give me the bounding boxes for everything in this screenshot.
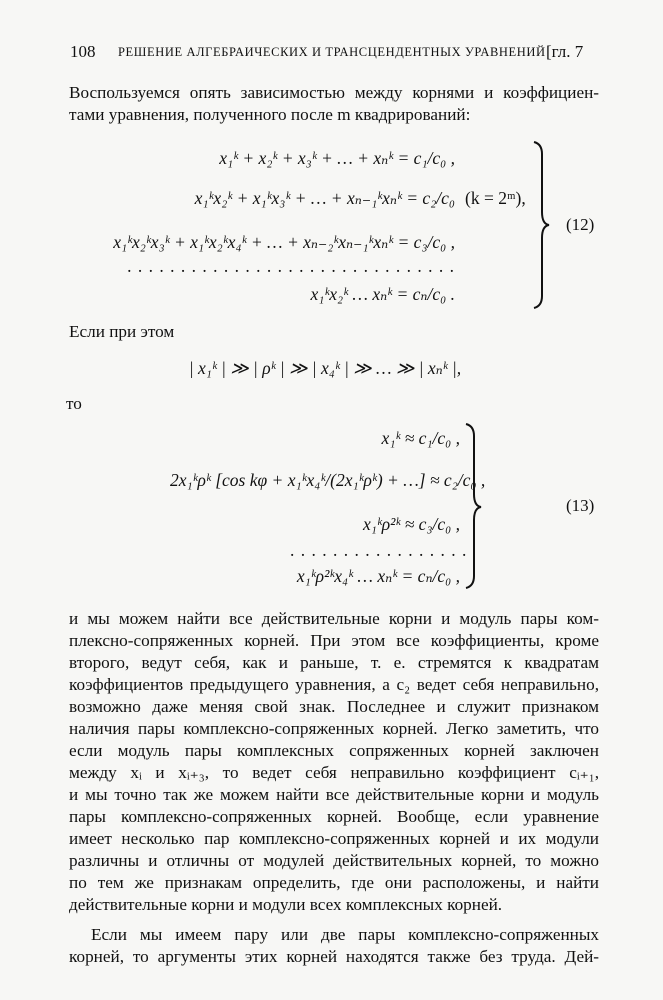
equation-12-line-4: x₁ᵏx₂ᵏ … xₙᵏ = cₙ/c₀ .	[310, 284, 455, 304]
equation-12-dots: . . . . . . . . . . . . . . . . . . . . . . . . . . . . . . .	[127, 256, 455, 276]
text-line: Если мы имеем пару или две пары комплексно-сопряженных	[91, 925, 599, 944]
text-line: плексно-сопряженных корней. При этом все коэффициенты, кроме	[69, 631, 599, 650]
text-line: различны и отличны от модулей действительных корней, то можно	[69, 851, 599, 870]
text-line: и мы можем найти все действительные корни и модуль пары ком-	[69, 609, 599, 628]
equation-13-line-4: x₁ᵏρ²ᵏx₄ᵏ … xₙᵏ = cₙ/c₀ ,	[296, 566, 460, 586]
equation-13-line-2: 2x₁ᵏρᵏ [cos kφ + x₁ᵏx₄ᵏ/(2x₁ᵏρᵏ) + …] ≈ c₂/c₀ ,	[170, 470, 486, 490]
text-line: между xᵢ и xᵢ₊₃, то ведет себя неправильно коэффициент cᵢ₊₁,	[69, 763, 599, 782]
text-line: если модуль пары комплексных сопряженных корней заключен	[69, 741, 599, 760]
equation-13-line-1: x₁ᵏ ≈ c₁/c₀ ,	[381, 428, 460, 448]
body-paragraph	[69, 608, 599, 916]
equation-number-13: (13)	[566, 496, 595, 515]
page-number: 108	[70, 42, 96, 61]
then-word: то	[66, 394, 82, 413]
running-title: РЕШЕНИЕ АЛГЕБРАИЧЕСКИХ И ТРАНСЦЕНДЕНТНЫХ УРАВНЕНИЙ	[118, 45, 546, 59]
text-line: наличия пары комплексно-сопряженных корней. Легко заметить, что	[69, 719, 599, 738]
text-line: возможно даже меняя свой знак. Последнее и служит признаком	[69, 697, 599, 716]
condition-formula: | x₁ᵏ | ≫ | ρᵏ | ≫ | x₄ᵏ | ≫ … ≫ | xₙᵏ |,	[188, 358, 462, 378]
text-line: действительные корни и модули всех комплексных корней.	[69, 895, 503, 914]
equation-12-line-3: x₁ᵏx₂ᵏx₃ᵏ + x₁ᵏx₂ᵏx₄ᵏ + … + xₙ₋₂ᵏxₙ₋₁ᵏxₙᵏ = c₃/c₀ ,	[113, 232, 455, 252]
right-brace-13	[464, 422, 484, 590]
equation-13-dots: . . . . . . . . . . . . . . . . .	[290, 540, 468, 560]
text-line: коэффициентов предыдущего уравнения, а c₂ ведет себя неправильно,	[69, 675, 599, 694]
text-line: и мы точно так же можем найти все действительные корни и модуль	[69, 785, 599, 804]
condition-lead: Если при этом	[69, 322, 175, 341]
equation-12-note: (k = 2ᵐ),	[465, 188, 526, 208]
equation-12-line-2: x₁ᵏx₂ᵏ + x₁ᵏx₃ᵏ + … + xₙ₋₁ᵏxₙᵏ = c₂/c₀	[194, 188, 455, 208]
text-line: тами уравнения, полученного после m квадрирований:	[69, 105, 471, 124]
running-header	[70, 42, 610, 66]
text-line: второго, ведут себя, как и раньше, т. е. стремятся к квадратам	[69, 653, 599, 672]
text-line: корней, то аргументы этих корней находятся также без труда. Дей-	[69, 947, 599, 966]
right-brace-12	[532, 140, 552, 310]
chapter-label: [гл. 7	[546, 42, 584, 61]
equation-12-line-1: x₁ᵏ + x₂ᵏ + x₃ᵏ + … + xₙᵏ = c₁/c₀ ,	[219, 148, 455, 168]
text-line: имеет несколько пар комплексно-сопряженных корней и их модули	[69, 829, 599, 848]
text-line: пары комплексно-сопряженных корней. Вообще, если уравнение	[69, 807, 599, 826]
equation-13-line-3: x₁ᵏρ²ᵏ ≈ c₃/c₀ ,	[362, 514, 460, 534]
last-paragraph	[69, 924, 599, 968]
text-line: Воспользуемся опять зависимостью между корнями и коэффициен-	[69, 83, 599, 102]
equation-number-12: (12)	[566, 215, 595, 234]
text-line: по тем же признакам определить, где они расположены, и найти	[69, 873, 599, 892]
intro-paragraph	[69, 82, 599, 126]
